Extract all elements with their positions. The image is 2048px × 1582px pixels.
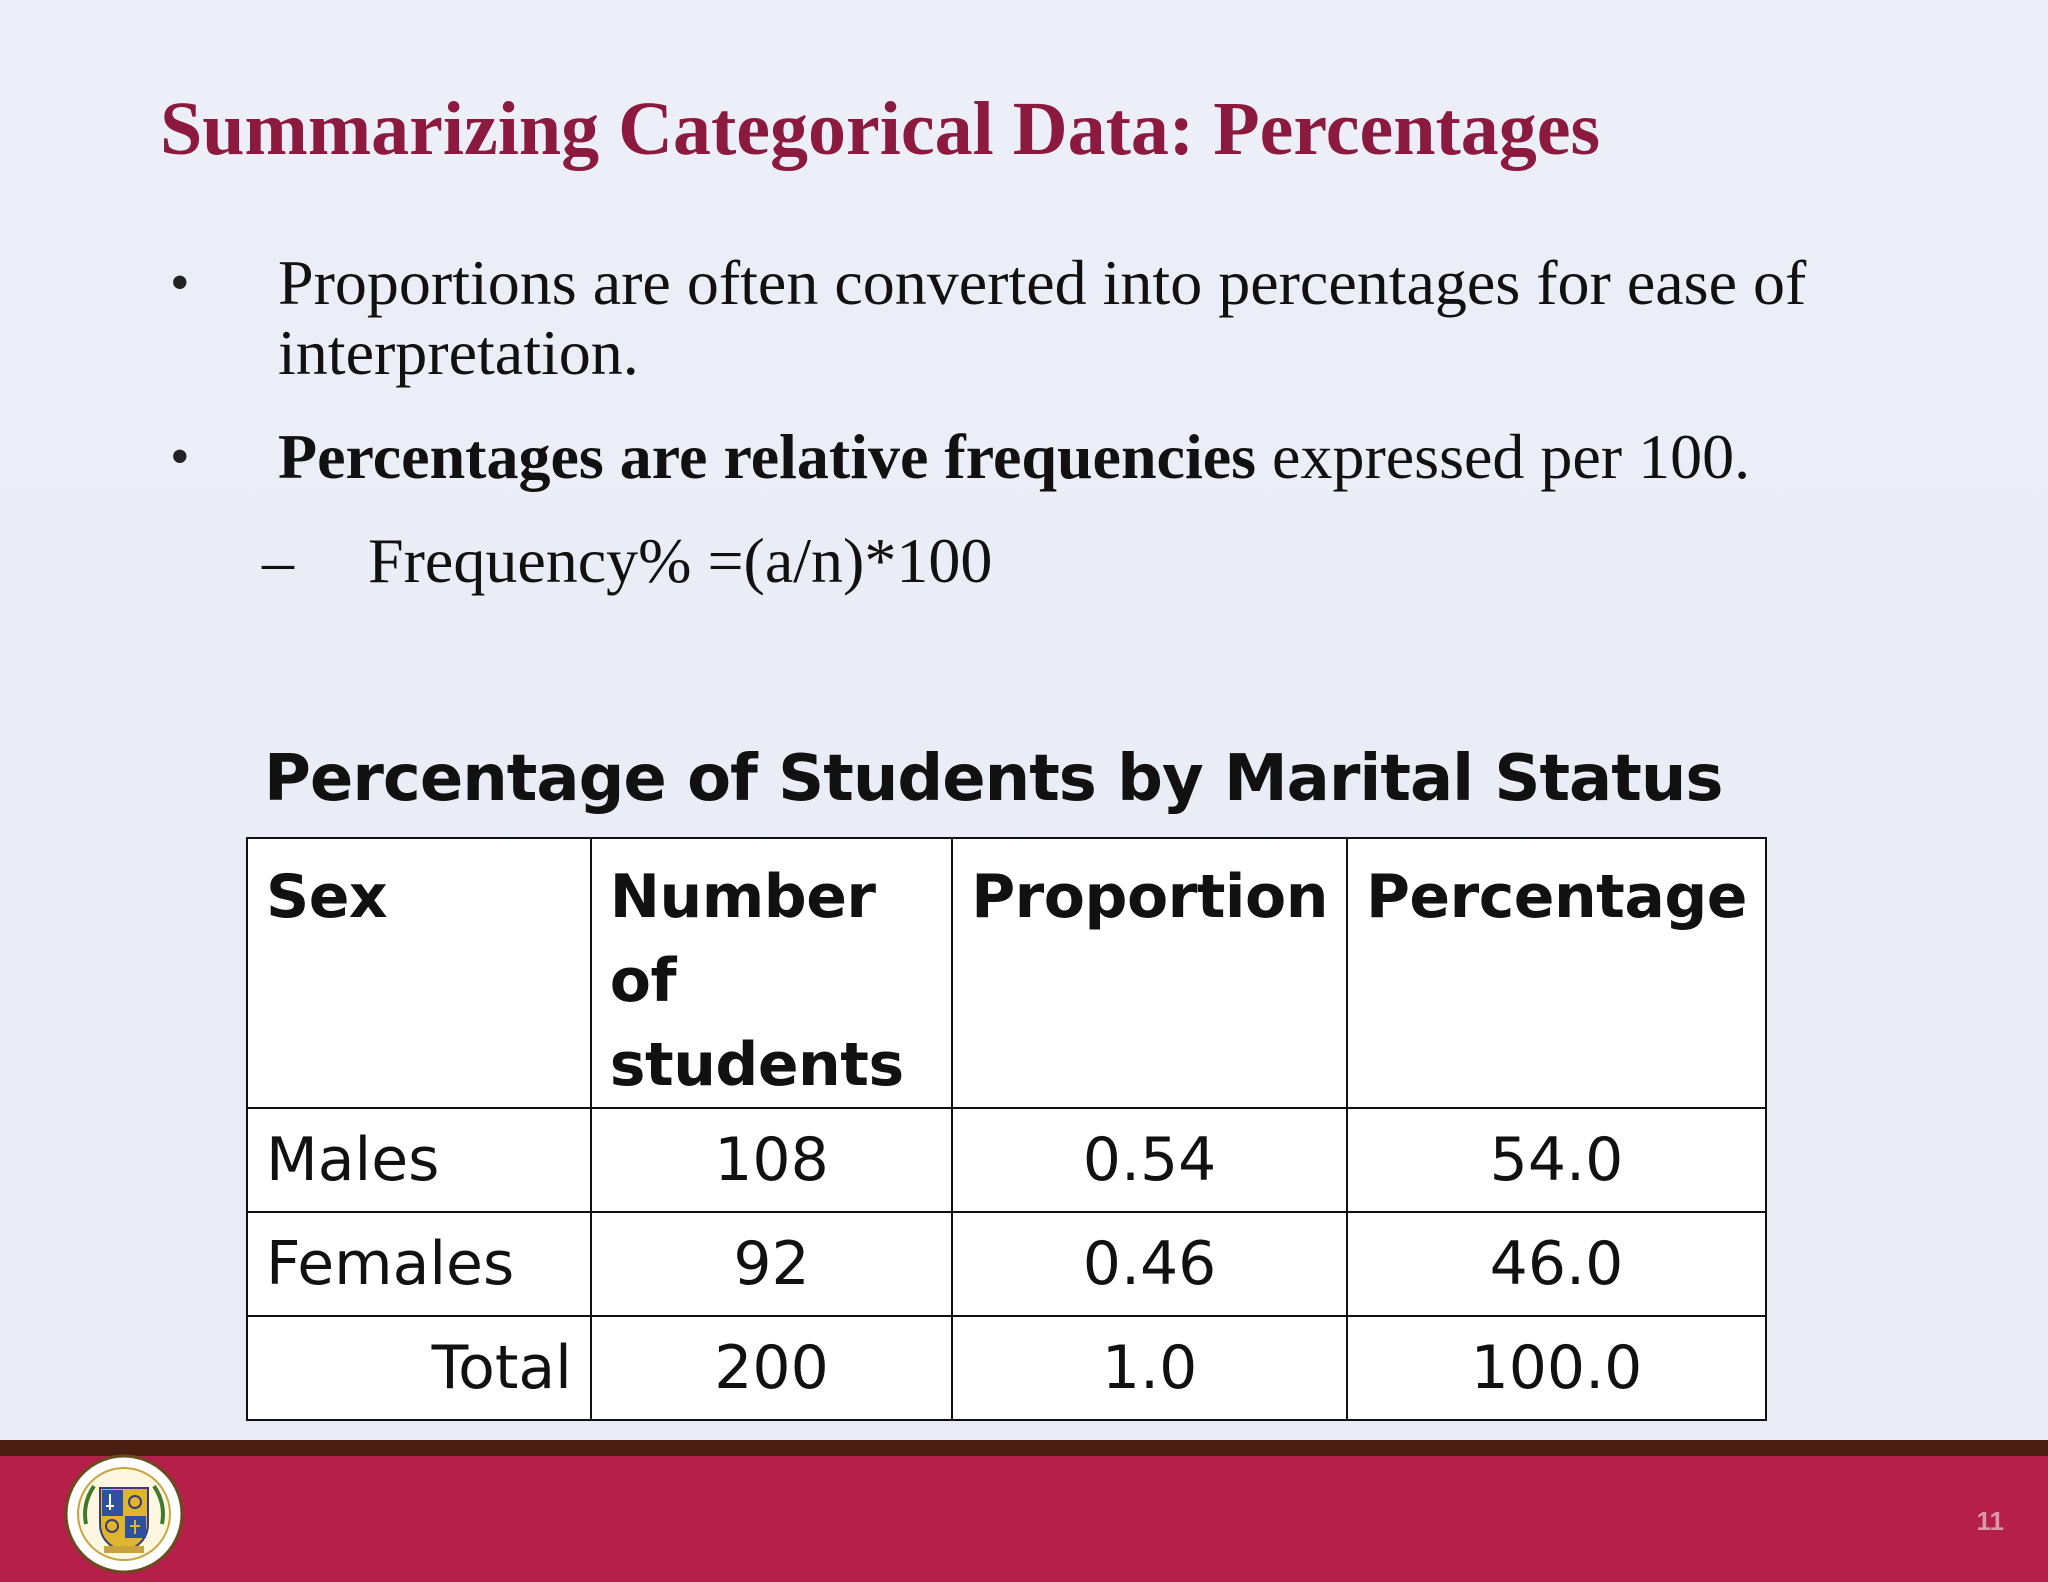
formula-text: Frequency% =(a/n)*100 [368,525,993,596]
bullet-bold-text: Percentages are relative frequencies [278,421,1257,492]
header-sex: Sex [247,838,591,1108]
table-row [247,1108,1766,1212]
header-percentage: Percentage [1347,838,1766,1108]
bullet-item [170,422,1810,492]
cell-number: 200 [591,1316,952,1420]
sub-bullet-marker: – [262,525,294,596]
cell-percentage: 100.0 [1347,1316,1766,1420]
cell-percentage: 46.0 [1347,1212,1766,1316]
cell-proportion: 0.46 [952,1212,1347,1316]
university-logo [64,1454,184,1574]
bullet-marker: • [170,252,190,314]
page-number: 11 [1976,1506,2004,1536]
cell-number: 108 [591,1108,952,1212]
cell-sex: Males [247,1108,591,1212]
data-table [246,837,1767,1421]
table-title: Percentage of Students by Marital Status [264,742,1723,816]
sub-bullet-item [262,526,1810,596]
cell-sex: Total [247,1316,591,1420]
slide-title: Summarizing Categorical Data: Percentages [160,87,1601,171]
cell-proportion: 0.54 [952,1108,1347,1212]
cell-percentage: 54.0 [1347,1108,1766,1212]
footer-bar [0,1456,2048,1582]
cell-sex: Females [247,1212,591,1316]
bullet-marker: • [170,426,190,488]
cell-number: 92 [591,1212,952,1316]
bullet-text: Proportions are often converted into percentages for ease of interpretation. [278,247,1807,388]
header-number: Number of students [591,838,952,1108]
table-row [247,1212,1766,1316]
bullet-text: expressed per 100. [1256,421,1751,492]
header-proportion: Proportion [952,838,1347,1108]
table-row [247,1316,1766,1420]
table-header-row [247,838,1766,1108]
bullet-item [170,248,1810,388]
bullet-list [170,248,1810,596]
cell-proportion: 1.0 [952,1316,1347,1420]
